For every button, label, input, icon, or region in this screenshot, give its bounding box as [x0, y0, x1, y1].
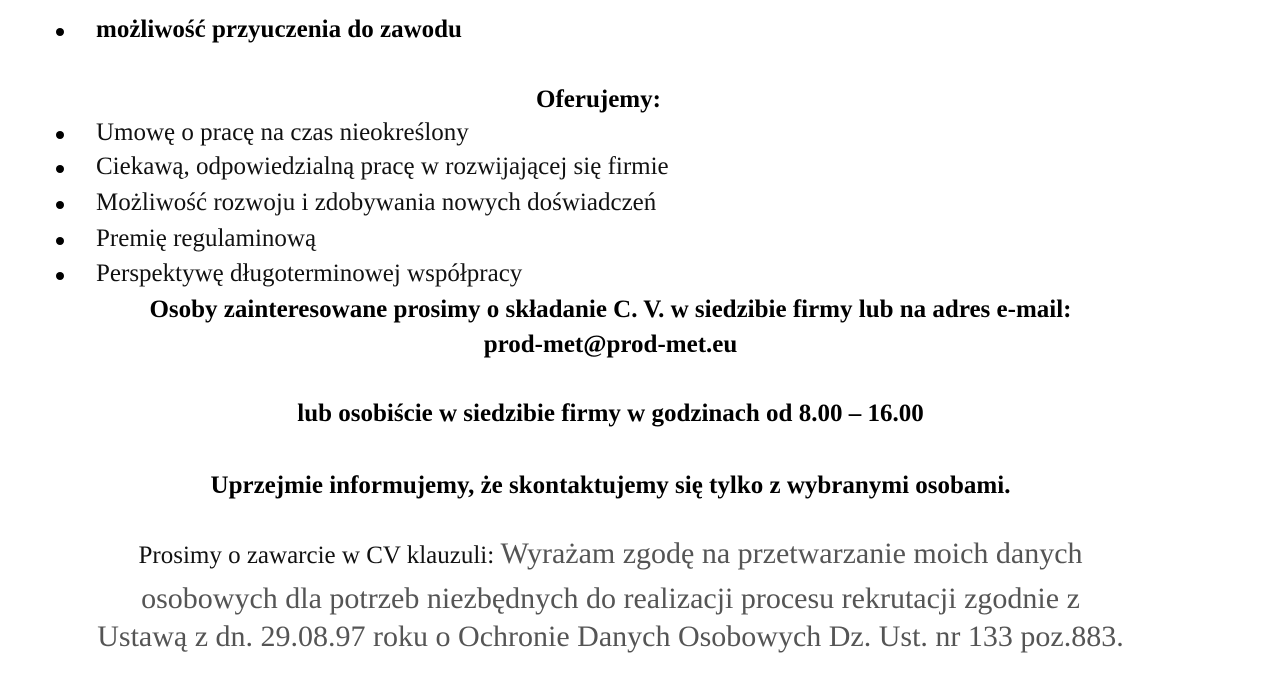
bullet-icon — [56, 165, 64, 173]
clause-line-2: osobowych dla potrzeb niezbędnych do realizacji procesu rekrutacji zgodnie z — [141, 582, 1080, 615]
bullet-icon — [56, 237, 64, 245]
clause-intro: Prosimy o zawarcie w CV klauzuli: — [138, 542, 501, 569]
bullet-icon — [56, 131, 64, 139]
offer-item: Umowę o pracę na czas nieokreślony — [96, 119, 469, 146]
bullet-icon — [56, 201, 64, 209]
clause-line-3: Ustawą z dn. 29.08.97 roku o Ochronie Danych Osobowych Dz. Ust. nr 133 poz.883. — [97, 620, 1124, 653]
contact-hours: lub osobiście w siedzibie firmy w godzinach od 8.00 – 16.00 — [297, 400, 924, 427]
offer-item: Możliwość rozwoju i zdobywania nowych doświadczeń — [96, 189, 657, 216]
offer-item: Ciekawą, odpowiedzialną pracę w rozwijającej się firmie — [96, 153, 669, 180]
offer-heading: Oferujemy: — [536, 86, 661, 113]
contact-notice: Uprzejmie informujemy, że skontaktujemy się tylko z wybranymi osobami. — [210, 472, 1011, 499]
offer-item: Perspektywę długoterminowej współpracy — [96, 260, 523, 287]
offer-item: Premię regulaminową — [96, 225, 317, 252]
clause-line-1 — [0, 537, 1221, 571]
bullet-icon — [56, 272, 64, 280]
top-list-item: możliwość przyuczenia do zawodu — [96, 16, 462, 43]
clause-text: Wyrażam zgodę na przetwarzanie moich danych — [500, 537, 1083, 570]
contact-email: prod-met@prod-met.eu — [483, 331, 738, 358]
contact-instructions: Osoby zainteresowane prosimy o składanie C. V. w siedzibie firmy lub na adres e-mail: — [149, 296, 1072, 323]
bullet-icon — [56, 28, 64, 36]
